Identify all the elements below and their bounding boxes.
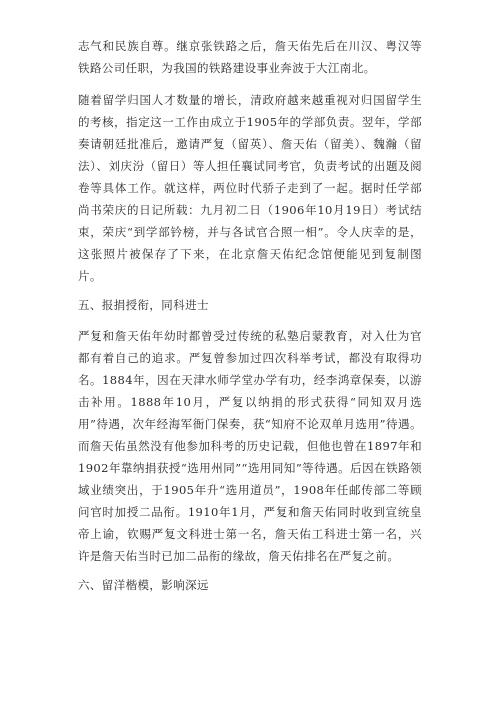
paragraph-jinshi: 严复和詹天佑年幼时都曾受过传统的私塾启蒙教育，对入仕为官都有着自己的追求。严复曾参加过四次科举考试，都没有取得功名。1884年，因在天津水师学堂办学有功，经李鸿章保奏，以游击补用。1888年10月，严复以纳捐的形式获得“同知双月选用”待遇，次年经海军衙门保奏，获“知府不论双单月选用”待遇。而詹天佑虽然没有他参加科考的历史记载，但他也曾在1897年和1902年靠纳捐获授“选用州同”“选用同知”等待遇。后因在铁路领域业绩突出，于1905年升“选用道员”，1908年任邮传部二等顾问官时加授二品衔。1910年1月，严复和詹天佑同时收到宣统皇帝上谕，钦赐严复文科进士第一名，詹天佑工科进士第一名，兴许是詹天佑当时已加二品衔的缘故，詹天佑排名在严复之前。 [78, 329, 422, 563]
paragraph-continuation: 志气和民族自尊。继京张铁路之后，詹天佑先后在川汉、粤汉等铁路公司任职，为我国的铁路建设事业奔波于大江南北。 [78, 39, 422, 75]
section-heading-6: 六、留洋楷模，影响深远 [78, 578, 209, 592]
paragraph-examination: 随着留学归国人才数量的增长，清政府越来越重视对归国留学生的考核，指定这一工作由成立于1905年的学部负责。翌年，学部奏请朝廷批准后，邀请严复（留英）、詹天佑（留美）、魏瀚（留法）、刘庆汾（留日）等人担任襄试同考官，负责考试的出题及阅卷等具体工作。就这样，两位时代骄子走到了一起。据时任学部尚书荣庆的日记所载：九月初二日（1906年10月19日）考试结束，荣庆“到学部钤榜，并与各试官合照一相”。令人庆幸的是，这张照片被保存了下来，在北京詹天佑纪念馆便能见到复制图片。 [78, 93, 422, 283]
section-heading-5: 五、报捐授衔，同科进士 [78, 298, 209, 312]
